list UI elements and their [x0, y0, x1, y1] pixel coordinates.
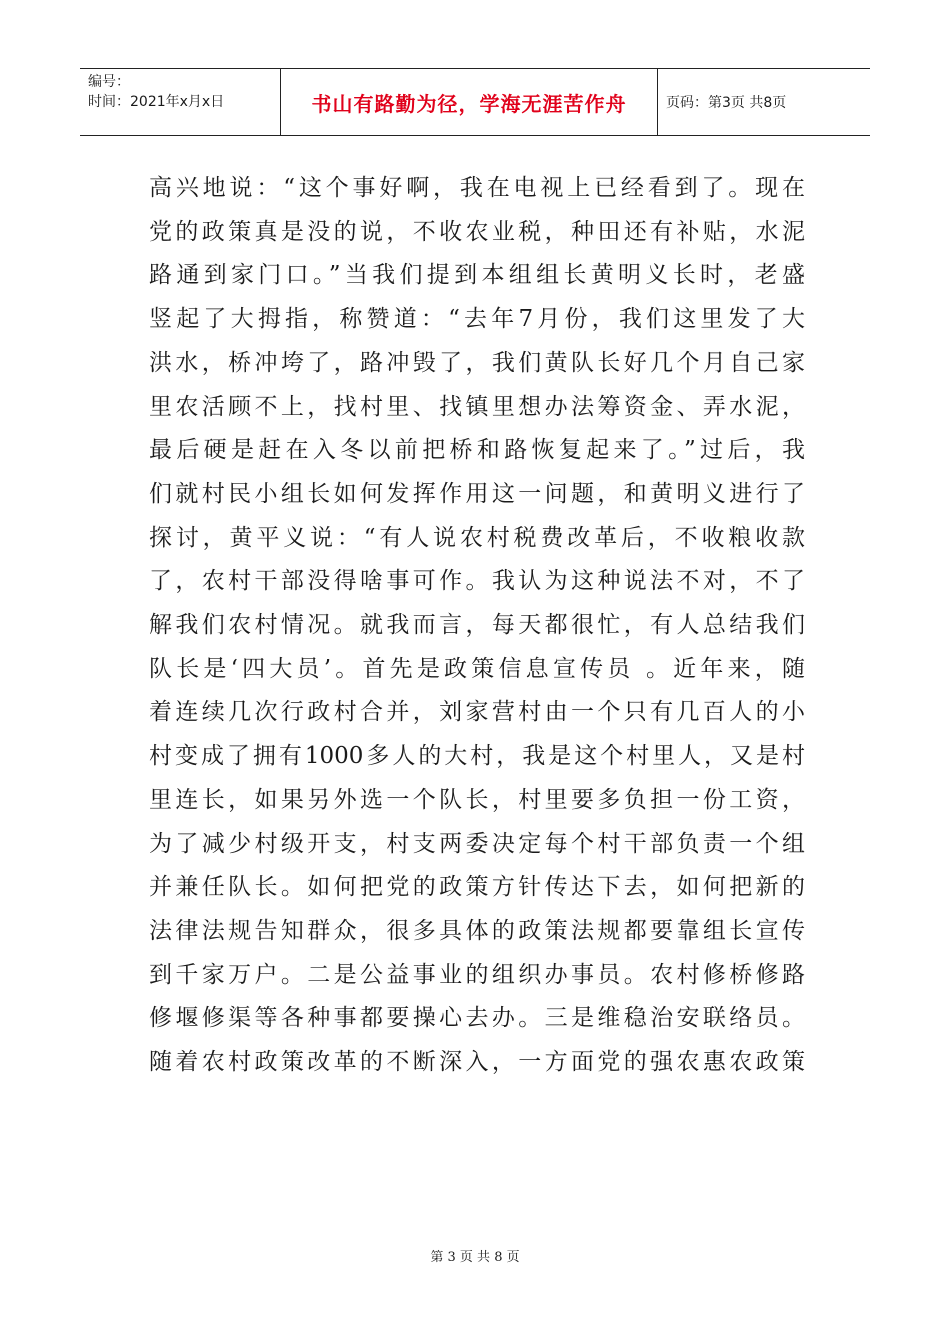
body-line: 党的政策真是没的说，不收农业税，种田还有补贴，水泥: [149, 218, 805, 245]
body-line: 随着农村政策改革的不断深入，一方面党的强农惠农政策: [149, 1049, 805, 1076]
body-paragraph: [149, 167, 805, 1085]
document-body: [149, 167, 805, 1085]
body-line: 到千家万户。二是公益事业的组织办事员。农村修桥修路: [149, 961, 805, 988]
body-line: 高兴地说：“这个事好啊，我在电视上已经看到了。现在: [149, 175, 805, 201]
body-line: 里连长，如果另外选一个队长，村里要多负担一份工资，: [149, 786, 805, 813]
document-header: [80, 68, 870, 136]
body-line: 修堰修渠等各种事都要操心去办。三是维稳治安联络员。: [149, 1005, 805, 1032]
header-motto: 书山有路勤为径，学海无涯苦作舟: [281, 69, 658, 135]
body-line: 着连续几次行政村合并，刘家营村由一个只有几百人的小: [149, 699, 805, 726]
body-line: 了，农村干部没得啥事可作。我认为这种说法不对，不了: [149, 568, 805, 595]
body-line: 为了减少村级开支，村支两委决定每个村干部负责一个组: [149, 830, 805, 857]
body-line: 探讨，黄平义说：“有人说农村税费改革后，不收粮收款: [149, 524, 805, 551]
body-line: 队长是‘四大员’。首先是政策信息宣传员 。近年来，随: [149, 655, 805, 682]
body-line: 路通到家门口。”当我们提到本组组长黄明义长时，老盛: [149, 262, 805, 289]
document-number-label: 编号：: [88, 74, 130, 90]
body-line: 竖起了大拇指，称赞道：“去年7月份，我们这里发了大: [149, 306, 805, 333]
page-footer: 第 3 页 共 8 页: [430, 1250, 520, 1265]
body-line: 法律法规告知群众，很多具体的政策法规都要靠组长宣传: [149, 917, 805, 944]
body-line: 们就村民小组长如何发挥作用这一问题，和黄明义进行了: [149, 480, 805, 507]
body-line: 解我们农村情况。就我而言，每天都很忙，有人总结我们: [149, 612, 805, 639]
header-meta: [80, 69, 281, 135]
header-page-info: 页码：第3页 共8页: [666, 95, 787, 111]
body-line: 并兼任队长。如何把党的政策方针传达下去，如何把新的: [149, 874, 805, 901]
body-line: 洪水，桥冲垮了，路冲毁了，我们黄队长好几个月自己家: [149, 349, 805, 376]
body-line: 最后硬是赶在入冬以前把桥和路恢复起来了。”过后，我: [149, 437, 805, 464]
body-line: 里农活顾不上，找村里、找镇里想办法筹资金、弄水泥，: [149, 393, 805, 420]
document-date-label: 时间：2021年x月x日: [88, 94, 225, 110]
body-line: 村变成了拥有1000多人的大村，我是这个村里人，又是村: [149, 743, 805, 770]
